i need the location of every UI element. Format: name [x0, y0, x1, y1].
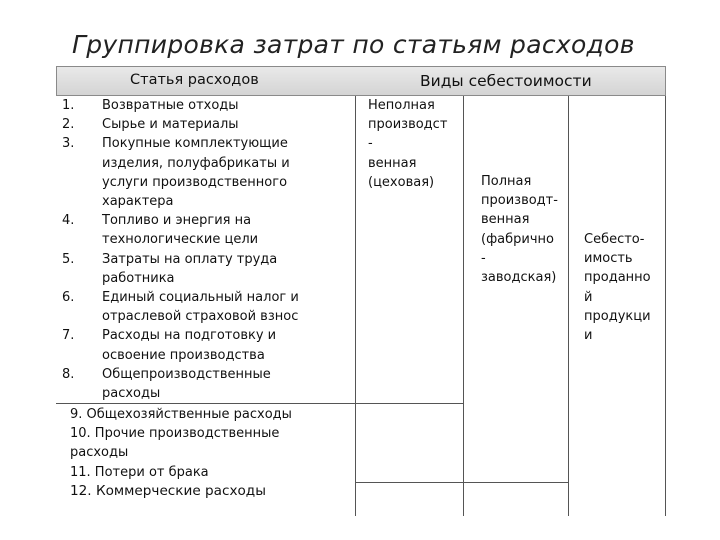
list-item: 12. Коммерческие расходы — [70, 482, 266, 499]
header-cost-types: Виды себестоимости — [420, 72, 592, 90]
divider-col-a — [463, 96, 464, 516]
list-item: 4. Топливо и энергия на технологические цели — [62, 213, 259, 248]
divider-row-b — [355, 482, 569, 483]
divider-left-column — [355, 96, 356, 516]
list-item: 6. Единый социальный налог и отраслевой страховой взнос — [62, 290, 299, 325]
list-item: 3. Покупные комплектующие изделия, полуфабрикаты и услуги производственного характера — [62, 136, 290, 210]
cost-type-sold-products: Себесто- имость проданно й продукци и — [584, 232, 651, 344]
header-cost-item: Статья расходов — [130, 72, 259, 88]
list-item: 8. Общепроизводственные расходы — [62, 366, 271, 402]
list-item: 5. Затраты на оплату труда работника — [62, 251, 278, 286]
divider-right-edge — [665, 96, 666, 516]
cost-items-list — [62, 96, 352, 403]
slide-title: Группировка затрат по статьям расходов — [72, 30, 635, 59]
list-item: 2. Сырье и материалы — [62, 117, 239, 133]
list-item: 9. Общехозяйственные расходы — [70, 407, 292, 422]
list-item: 1. Возвратные отходы — [62, 98, 239, 113]
list-item: 7. Расходы на подготовку и освоение производства — [62, 328, 277, 363]
cost-type-incomplete: Неполная производст - венная (цеховая) — [368, 98, 448, 190]
cost-items-extra-list — [70, 405, 355, 501]
divider-col-b — [568, 96, 569, 516]
list-item: 10. Прочие производственные расходы — [70, 426, 280, 461]
cost-type-full-production: Полная производт- венная (фабрично - заводская) — [481, 174, 558, 286]
list-item: 11. Потери от брака — [70, 464, 209, 480]
